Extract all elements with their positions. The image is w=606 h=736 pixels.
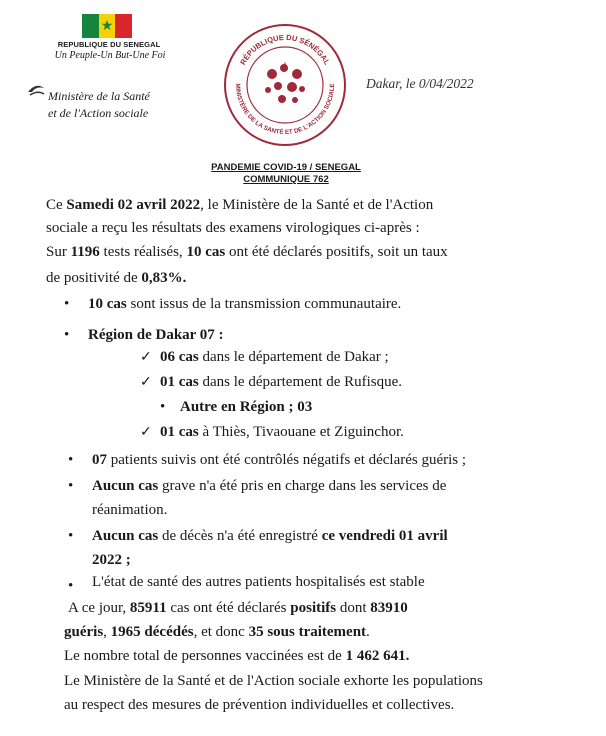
document-date: Dakar, le 0/04/2022 (366, 76, 474, 91)
intro-ce: Ce (46, 197, 67, 213)
cases-text: ont été déclarés positifs, soit un taux (225, 244, 448, 260)
intro-line-2: sociale a reçu les résultats des examens virologiques ci-après : (46, 220, 420, 236)
b1-text: sont issus de la transmission communautaire. (126, 296, 402, 312)
svg-text:MINISTÈRE DE LA SANTÉ ET DE L' (234, 83, 336, 136)
intro-line-3 (46, 244, 448, 261)
check-icon: ✓ (140, 425, 152, 440)
check-icon: ✓ (140, 350, 152, 365)
bullet-dot: • (68, 528, 74, 544)
bullet-dot: • (68, 578, 74, 594)
intro-sur: Sur (46, 244, 71, 260)
positive-cases: 10 cas (186, 244, 226, 260)
ministry-line-1: Ministère de la Santé (48, 89, 150, 103)
bullet-dakar (88, 327, 224, 344)
stamp-bottom-text: MINISTÈRE DE LA SANTÉ ET DE L'ACTION SOCIALE (233, 83, 337, 137)
summary-comma: , (103, 624, 111, 640)
b6-bold: Aucun cas (92, 528, 159, 544)
positivity-rate: 0,83%. (141, 270, 187, 286)
bullet-stable: L'état de santé des autres patients hospitalisés est stable (92, 574, 425, 590)
c2-text: dans le département de Rufisque. (198, 374, 403, 390)
c2-bold: 01 cas (160, 374, 199, 390)
tests-count: 1196 (70, 244, 100, 260)
intro-rest: , le Ministère de la Santé et de l'Action (200, 197, 434, 213)
bullet-dot: • (68, 452, 74, 468)
summary-dot: . (366, 624, 370, 640)
bullet-deaths-line-2: 2022 ; (92, 552, 131, 568)
bullet-dot: • (160, 399, 166, 415)
summary-text-2: , et donc (193, 624, 249, 640)
intro-line-4 (46, 270, 186, 287)
bullet-dot: • (64, 327, 70, 343)
national-motto: Un Peuple-Un But-Une Foi (54, 50, 166, 61)
intro-line-1 (46, 197, 433, 214)
deaths-total: 1965 décédés (110, 624, 194, 640)
c3-bold: 01 cas (160, 424, 199, 440)
communique-number: COMMUNIQUE 762 (243, 174, 329, 185)
summary-text-1: cas ont été déclarés (166, 600, 291, 616)
bullet-dot: • (64, 296, 70, 312)
total-cases: 85911 (129, 600, 167, 616)
vaccination-line (64, 648, 409, 665)
bullet-deaths (92, 528, 448, 545)
c3-text: à Thiès, Tivaouane et Ziguinchor. (198, 424, 404, 440)
check-icon: ✓ (140, 375, 152, 390)
check-dakar (160, 349, 389, 366)
vaccinated-total: 1 462 641. (345, 648, 410, 664)
closing-line-2: au respect des mesures de prévention individuelles et collectives. (64, 697, 455, 713)
check-thies (160, 424, 404, 441)
bullet-icu (92, 478, 446, 495)
b4-bold: 07 (92, 452, 107, 468)
ministry-name (48, 88, 150, 122)
star-icon: ★ (100, 18, 114, 34)
b6-text: de décès n'a été enregistré (158, 528, 322, 544)
senegal-flag (82, 14, 132, 38)
bullet-icu-line-2: réanimation. (92, 502, 168, 518)
gueris-label: guéris (64, 624, 104, 640)
bullet-community (88, 296, 401, 313)
official-stamp (222, 22, 348, 148)
summary-a: A ce jour, (68, 600, 130, 616)
ministry-line-2: et de l'Action sociale (48, 106, 149, 120)
b3-bold: Autre en Région ; 03 (180, 399, 313, 415)
recovered-total: 83910 (370, 600, 408, 616)
intro-day: Samedi 02 avril 2022 (66, 197, 201, 213)
rate-prefix: de positivité de (46, 270, 142, 286)
bullet-other-region (180, 399, 312, 416)
summary-dont: dont (336, 600, 371, 616)
c1-bold: 06 cas (160, 349, 199, 365)
b4-text: patients suivis ont été contrôlés négatifs et déclarés guéris ; (107, 452, 467, 468)
svg-text:RÉPUBLIQUE DU SÉNÉGAL (238, 33, 332, 67)
vaccination-text: Le nombre total de personnes vaccinées est de (64, 648, 346, 664)
summary-line-1 (68, 600, 408, 617)
tests-text: tests réalisés, (99, 244, 187, 260)
b6-bold-date: ce vendredi 01 avril (321, 528, 448, 544)
b5-bold: Aucun cas (92, 478, 159, 494)
b1-bold: 10 cas (88, 296, 127, 312)
stamp-top-text: RÉPUBLIQUE DU SÉNÉGAL (238, 32, 332, 67)
bullet-dot: • (68, 478, 74, 494)
b5-text: grave n'a été pris en charge dans les services de (158, 478, 447, 494)
ministry-emblem-icon (26, 82, 46, 98)
b2-bold: Région de Dakar 07 : (88, 327, 224, 343)
bullet-recovered (92, 452, 466, 469)
closing-line-1: Le Ministère de la Santé et de l'Action sociale exhorte les populations (64, 673, 483, 689)
under-treatment: 35 sous traitement (248, 624, 367, 640)
c1-text: dans le département de Dakar ; (198, 349, 389, 365)
communique-title: PANDEMIE COVID-19 / SENEGAL (211, 162, 361, 173)
check-rufisque (160, 374, 402, 391)
stamp-seal-icon (265, 62, 305, 103)
republic-label: REPUBLIQUE DU SENEGAL (57, 40, 161, 49)
summary-line-2 (64, 624, 370, 641)
positifs-label: positifs (290, 600, 337, 616)
